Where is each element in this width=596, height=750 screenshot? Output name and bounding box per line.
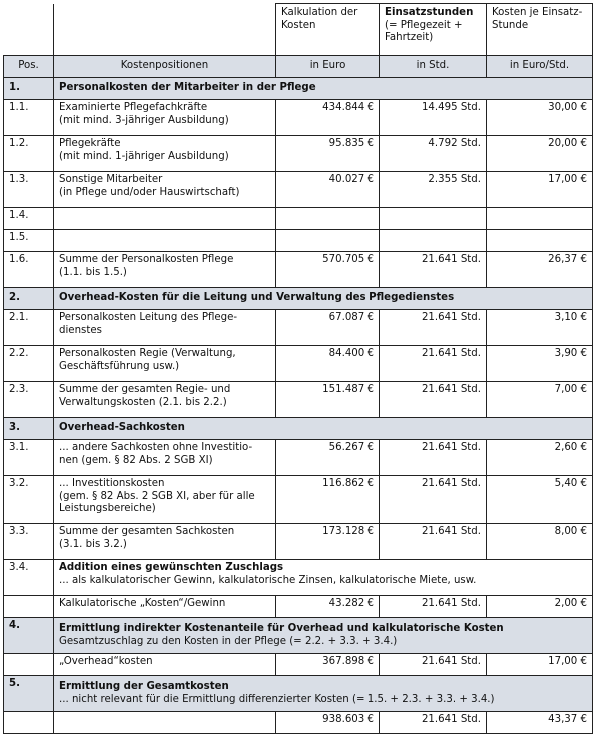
- row-std: 21.641 Std.: [380, 346, 487, 382]
- row-pos: 3.4.: [4, 560, 54, 596]
- row-euro: [276, 208, 380, 230]
- table-row: [4, 230, 593, 252]
- row-euro: 173.128 €: [276, 524, 380, 560]
- row-label: [54, 208, 276, 230]
- section-pos: 2.: [4, 288, 54, 310]
- row-label: Summe der gesamten Sachkosten (3.1. bis 3.2.): [54, 524, 276, 560]
- row-std: 21.641 Std.: [380, 252, 487, 288]
- row-std: 21.641 Std.: [380, 524, 487, 560]
- row-std: 21.641 Std.: [380, 310, 487, 346]
- section-row: [4, 618, 593, 654]
- row-rate: 30,00 €: [487, 100, 593, 136]
- table-row: [4, 654, 593, 676]
- row-euro: 570.705 €: [276, 252, 380, 288]
- section-title: Personalkosten der Mitarbeiter in der Pflege: [54, 78, 593, 100]
- row-std: 21.641 Std.: [380, 476, 487, 524]
- row-std: 4.792 Std.: [380, 136, 487, 172]
- row-label: Sonstige Mitarbeiter (in Pflege und/oder Hauswirtschaft): [54, 172, 276, 208]
- row-euro: 151.487 €: [276, 382, 380, 418]
- table-row: [4, 440, 593, 476]
- row-rate: 2,00 €: [487, 596, 593, 618]
- row-label: [54, 712, 276, 734]
- section-title: Ermittlung indirekter Kostenanteile für Overhead und kalkulatorische Kosten Gesamtzuschlag zu den Kosten in der Pflege (= 2.2. + 3.3. + 3.4.): [54, 618, 593, 654]
- row-label: Pflegekräfte (mit mind. 1-jähriger Ausbildung): [54, 136, 276, 172]
- row-pos: 1.2.: [4, 136, 54, 172]
- row-euro: 95.835 €: [276, 136, 380, 172]
- section-row: [4, 288, 593, 310]
- row-rate: 26,37 €: [487, 252, 593, 288]
- section-title: Ermittlung der Gesamtkosten ... nicht relevant für die Ermittlung differenzierter Kosten (= 1.5. + 2.3. + 3.3. + 3.4.): [54, 676, 593, 712]
- row-euro: [276, 230, 380, 252]
- table-header-row: [4, 4, 593, 56]
- row-std: 21.641 Std.: [380, 440, 487, 476]
- table-row: [4, 524, 593, 560]
- row-std: 21.641 Std.: [380, 654, 487, 676]
- row-pos: [4, 596, 54, 618]
- row-rate: 2,60 €: [487, 440, 593, 476]
- row-std: 14.495 Std.: [380, 100, 487, 136]
- row-std: 21.641 Std.: [380, 712, 487, 734]
- row-rate: 43,37 €: [487, 712, 593, 734]
- table-row: [4, 596, 593, 618]
- row-label: ... andere Sachkosten ohne Investitio- nen (gem. § 82 Abs. 2 SGB XI): [54, 440, 276, 476]
- row-label: ... Investitionskosten (gem. § 82 Abs. 2 SGB XI, aber für alle Leistungsbereiche): [54, 476, 276, 524]
- row-rate: 3,90 €: [487, 346, 593, 382]
- row-rate: 17,00 €: [487, 172, 593, 208]
- row-euro: 56.267 €: [276, 440, 380, 476]
- header-einsatzstunden: [380, 4, 487, 56]
- row-rate: 8,00 €: [487, 524, 593, 560]
- column-header-row: [4, 56, 593, 78]
- table-row: [4, 382, 593, 418]
- row-pos: 1.1.: [4, 100, 54, 136]
- row-pos: 1.5.: [4, 230, 54, 252]
- header-kosten-je-stunde: Kosten je Einsatz-Stunde: [487, 4, 593, 56]
- section-pos: 4.: [4, 618, 54, 654]
- row-std: 2.355 Std.: [380, 172, 487, 208]
- row-rate: 5,40 €: [487, 476, 593, 524]
- colhdr-euro-std: in Euro/Std.: [487, 56, 593, 78]
- row-label: [54, 230, 276, 252]
- section-pos: 5.: [4, 676, 54, 712]
- colhdr-pos: Pos.: [4, 56, 54, 78]
- row-std: 21.641 Std.: [380, 596, 487, 618]
- table-row: [4, 172, 593, 208]
- row-pos: 1.4.: [4, 208, 54, 230]
- table-row: [4, 100, 593, 136]
- colhdr-euro: in Euro: [276, 56, 380, 78]
- row-std: [380, 230, 487, 252]
- row-pos: 1.6.: [4, 252, 54, 288]
- empty-corner: [54, 4, 276, 56]
- row-label: Summe der gesamten Regie- und Verwaltungskosten (2.1. bis 2.2.): [54, 382, 276, 418]
- row-pos: 2.3.: [4, 382, 54, 418]
- row-rate: 7,00 €: [487, 382, 593, 418]
- row-rate: [487, 230, 593, 252]
- section-title: Overhead-Sachkosten: [54, 418, 593, 440]
- row-pos: 2.1.: [4, 310, 54, 346]
- table-row: [4, 252, 593, 288]
- cost-table-container: [3, 3, 593, 734]
- row-label: Personalkosten Regie (Verwaltung, Geschäftsführung usw.): [54, 346, 276, 382]
- table-row: [4, 136, 593, 172]
- row-label: Addition eines gewünschten Zuschlags ... als kalkulatorischer Gewinn, kalkulatorische Zinsen, kalkulatorische Miete, usw.: [54, 560, 593, 596]
- table-row: [4, 712, 593, 734]
- row-pos: 3.1.: [4, 440, 54, 476]
- row-euro: 67.087 €: [276, 310, 380, 346]
- section-title: Overhead-Kosten für die Leitung und Verwaltung des Pflegedienstes: [54, 288, 593, 310]
- row-label: „Overhead“kosten: [54, 654, 276, 676]
- row-euro: 116.862 €: [276, 476, 380, 524]
- table-row: [4, 560, 593, 596]
- row-pos: 3.3.: [4, 524, 54, 560]
- row-euro: 40.027 €: [276, 172, 380, 208]
- row-pos: 2.2.: [4, 346, 54, 382]
- row-label: Examinierte Pflegefachkräfte (mit mind. 3-jähriger Ausbildung): [54, 100, 276, 136]
- table-row: [4, 346, 593, 382]
- section-row: [4, 676, 593, 712]
- table-row: [4, 310, 593, 346]
- row-std: 21.641 Std.: [380, 382, 487, 418]
- cost-calculation-table: [3, 3, 593, 734]
- row-pos: 1.3.: [4, 172, 54, 208]
- row-rate: 17,00 €: [487, 654, 593, 676]
- table-row: [4, 208, 593, 230]
- row-euro: 938.603 €: [276, 712, 380, 734]
- header-einsatzstunden-sub: (= Pflegezeit + Fahrtzeit): [385, 19, 463, 44]
- header-kalkulation: Kalkulation der Kosten: [276, 4, 380, 56]
- row-label: Personalkosten Leitung des Pflege- dienstes: [54, 310, 276, 346]
- row-pos: [4, 654, 54, 676]
- table-row: [4, 476, 593, 524]
- row-euro: 84.400 €: [276, 346, 380, 382]
- row-pos: [4, 712, 54, 734]
- row-euro: 367.898 €: [276, 654, 380, 676]
- section-pos: 3.: [4, 418, 54, 440]
- colhdr-positionen: Kostenpositionen: [54, 56, 276, 78]
- row-label: Summe der Personalkosten Pflege (1.1. bis 1.5.): [54, 252, 276, 288]
- row-rate: 3,10 €: [487, 310, 593, 346]
- empty-corner: [4, 4, 54, 56]
- row-euro: 434.844 €: [276, 100, 380, 136]
- section-row: [4, 78, 593, 100]
- row-euro: 43.282 €: [276, 596, 380, 618]
- header-einsatzstunden-title: Einsatzstunden: [385, 7, 474, 18]
- row-rate: 20,00 €: [487, 136, 593, 172]
- row-pos: 3.2.: [4, 476, 54, 524]
- section-row: [4, 418, 593, 440]
- row-std: [380, 208, 487, 230]
- row-rate: [487, 208, 593, 230]
- colhdr-std: in Std.: [380, 56, 487, 78]
- row-label: Kalkulatorische „Kosten“/Gewinn: [54, 596, 276, 618]
- section-pos: 1.: [4, 78, 54, 100]
